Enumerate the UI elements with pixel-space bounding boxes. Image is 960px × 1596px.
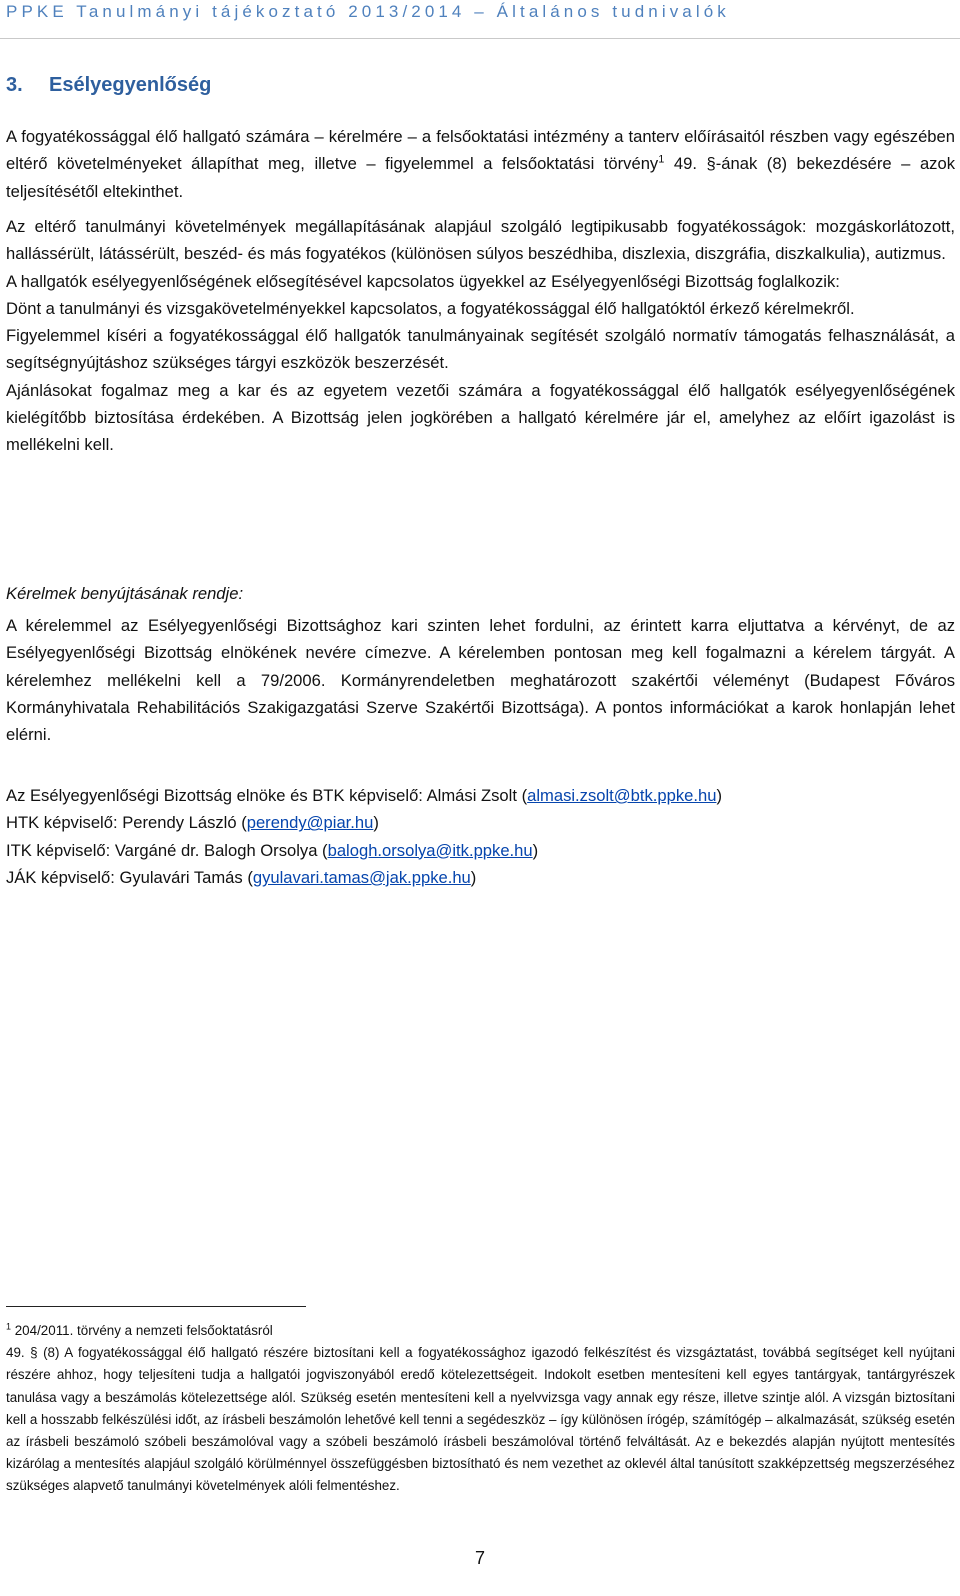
- paragraph-monitors: Figyelemmel kíséri a fogyatékossággal élő hallgatók tanulmányainak segítését szolgáló normatív támogatás felhasználását, a segítségnyújtáshoz szükséges tárgyi eszközök beszerzését.: [6, 326, 955, 373]
- paragraph-committee: A hallgatók esélyegyenlőségének elősegítésével kapcsolatos ügyekkel az Esélyegyenlőségi Bizottság foglalkozik:: [6, 271, 840, 291]
- contact-line-jak: [6, 864, 722, 891]
- intro-text-1: A fogyatékossággal élő hallgató számára – kérelmére – a felsőoktatási intézmény a tanterv előírásaitól részben vagy egészében eltérő követelményeket állapíthat meg, illetve – figyelemmel a felsőoktatási törvény: [6, 127, 955, 174]
- section-number: 3.: [6, 74, 23, 96]
- requests-heading: Kérelmek benyújtásának rendje:: [6, 584, 244, 603]
- contact-list: [6, 782, 722, 891]
- contact-label: ITK képviselő: Vargáné dr. Balogh Orsolya (: [6, 840, 328, 860]
- contact-line-htk: [6, 809, 722, 836]
- email-link[interactable]: almasi.zsolt@btk.ppke.hu: [527, 786, 717, 805]
- paragraph-disabilities: Az eltérő tanulmányi követelmények megállapításának alapjául szolgáló legtipikusabb fogyatékosságok: mozgáskorlátozott, hallássérült, látássérült, beszéd- és más fogyatékos (különösen súlyos beszédhiba, diszlexia, diszgráfia, diszkalkulia), autizmus.: [6, 217, 955, 264]
- header-text: PPKE Tanulmányi tájékoztató 2013/2014 – Általános tudnivalók: [6, 2, 730, 21]
- intro-text-2: 49. §-ának (8) bekezdésére – azok teljesítésétől eltekinthet.: [6, 154, 956, 201]
- footnote-title: [6, 1320, 955, 1342]
- contact-suffix: ): [532, 840, 539, 860]
- page-header: [0, 0, 960, 39]
- requests-paragraph: A kérelemmel az Esélyegyenlőségi Bizottsághoz kari szinten lehet fordulni, az érintett karra eljuttatva a kérvényt, de az Esélyegyenlőségi Bizottság elnökének nevére címezve. A kérelemben pontosan meg kell fogalmazni a kérelem tárgyát. A kérelemhez mellékelni kell a 79/2006. Kormányrendeletben meghatározott szakértői véleményt (Budapest Főváros Kormányhivatala Rehabilitációs Szakigazgatási Szerve Szakértői Bizottsága). A pontos információkat a karok honlapján lehet elérni.: [6, 616, 955, 745]
- contact-label: HTK képviselő: Perendy László (: [6, 813, 247, 833]
- contact-line-btk: [6, 782, 722, 809]
- footnote-reference: 1: [658, 153, 665, 166]
- contact-label: JÁK képviselő: Gyulavári Tamás (: [6, 867, 253, 887]
- contact-label: Az Esélyegyenlőségi Bizottság elnöke és BTK képviselő: Almási Zsolt (: [6, 786, 528, 805]
- contact-suffix: ): [716, 786, 722, 805]
- footnote-separator: [6, 1306, 306, 1307]
- email-link[interactable]: perendy@piar.hu: [246, 813, 374, 833]
- contact-suffix: ): [470, 867, 477, 887]
- contact-suffix: ): [373, 813, 379, 833]
- main-text: [6, 213, 955, 459]
- section-title: [6, 74, 211, 97]
- footnote: [6, 1320, 955, 1498]
- footnote-marker: 1: [6, 1321, 12, 1332]
- intro-paragraph: [6, 123, 955, 205]
- email-link[interactable]: balogh.orsolya@itk.ppke.hu: [327, 840, 533, 860]
- page-number: 7: [474, 1548, 485, 1568]
- footnote-text: 49. § (8) A fogyatékossággal élő hallgató részére biztosítani kell a fogyatékossághoz igazodó felkészítést és vizsgáztatást, továbbá segítséget kell nyújtani részére ahhoz, hogy teljesíteni tudja a hallgatói jogviszonyából eredő kötelezettségeit. Indokolt esetben mentesíteni kell egyes tantárgyak, tantárgyrészek tanulása vagy a beszámolás kötelezettsége alól. Szükség esetén mentesíteni kell a nyelvvizsga vagy annak egy része, illetve szintje alól. A vizsgán biztosítani kell a hosszabb felkészülési időt, az írásbeli beszámolón lehetővé kell tenni a segédeszköz – így különösen írógép, számítógép – alkalmazását, szükség esetén az írásbeli beszámoló szóbeli beszámolóval vagy a szóbeli beszámoló írásbeli beszámolóval történő felváltását. Az e bekezdés alapján nyújtott mentesítés kizárólag a mentesítés alapjául szolgáló körülménnyel összefüggésben biztosítható és nem vezethet az oklevél által tanúsított szakképzettség megszerzéséhez szükséges alapvető tanulmányi követelmények alóli felmentéshez.: [6, 1345, 955, 1494]
- contact-line-itk: [6, 837, 722, 864]
- paragraph-recommendations: Ajánlásokat fogalmaz meg a kar és az egyetem vezetői számára a fogyatékossággal élő hallgatók esélyegyenlőségének kielégítőbb biztosítása érdekében. A Bizottság jelen jogkörében a hallgató kérelmére jár el, amelyhez az előírt igazolást is mellékelni kell.: [6, 380, 955, 455]
- paragraph-decides: Dönt a tanulmányi és vizsgakövetelményekkel kapcsolatos, a fogyatékossággal élő hallgatóktól érkező kérelmekről.: [6, 298, 855, 318]
- section-heading: Esélyegyenlőség: [49, 74, 212, 96]
- footnote-title-text: 204/2011. törvény a nemzeti felsőoktatásról: [11, 1323, 273, 1338]
- email-link[interactable]: gyulavari.tamas@jak.ppke.hu: [252, 867, 471, 887]
